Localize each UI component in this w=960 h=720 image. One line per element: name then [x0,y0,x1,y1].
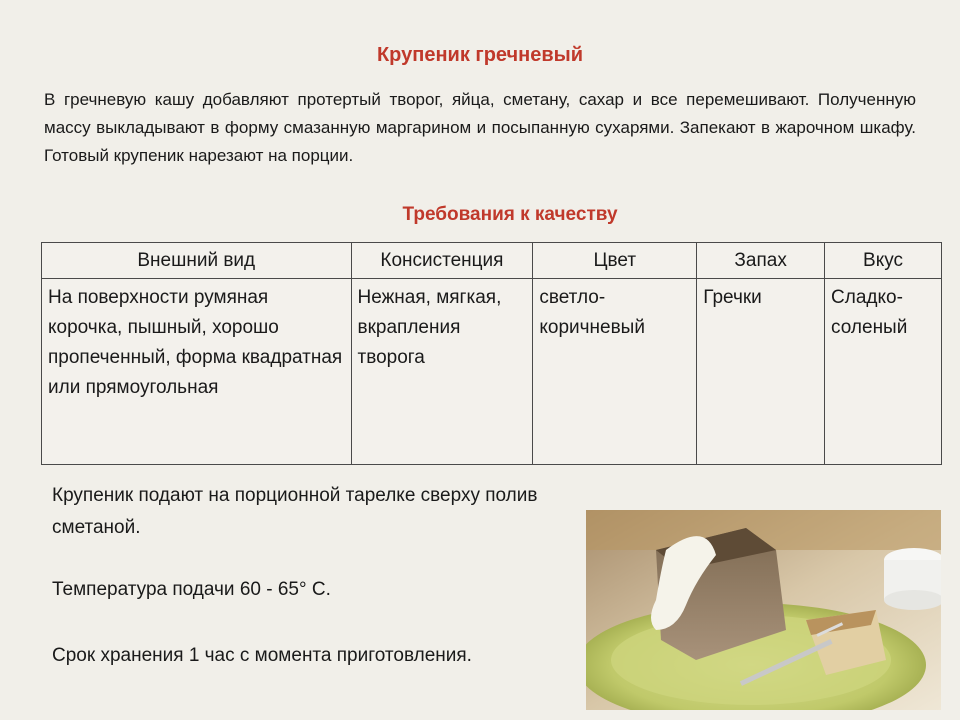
quality-heading: Требования к качеству [402,204,618,225]
header-consistency: Консистенция [351,243,533,279]
food-photo-icon [586,510,941,710]
quality-table-header-row [42,243,942,279]
page-title: Крупеник гречневый [376,44,584,66]
header-color: Цвет [533,243,697,279]
header-smell: Запах [697,243,825,279]
cell-appearance: На поверхности румяная корочка, пышный, хорошо пропеченный, форма квадратная или прямоугольная [42,279,352,465]
serving-note: Крупеник подают на порционной тарелке сверху полив сметаной. [52,485,538,538]
cell-consistency: Нежная, мягкая, вкрапления творога [351,279,533,465]
food-photo-illustration [586,510,941,710]
cell-taste: Сладко-соленый [825,279,942,465]
serving-temperature: Температура подачи 60 - 65° С. [52,579,331,600]
cell-smell: Гречки [697,279,825,465]
recipe-description: В гречневую кашу добавляют протертый творог, яйца, сметану, сахар и все перемешивают. Полученную массу выкладывают в форму смазанную маргарином и посыпанную сухарями. Запекают в жарочном шкафу. Готовый крупеник нарезают на порции. [44,90,916,165]
cell-color: светло-коричневый [533,279,697,465]
table-row [42,279,942,465]
storage-time: Срок хранения 1 час с момента приготовления. [52,645,472,666]
header-appearance: Внешний вид [42,243,352,279]
quality-table [41,242,942,465]
header-taste: Вкус [825,243,942,279]
